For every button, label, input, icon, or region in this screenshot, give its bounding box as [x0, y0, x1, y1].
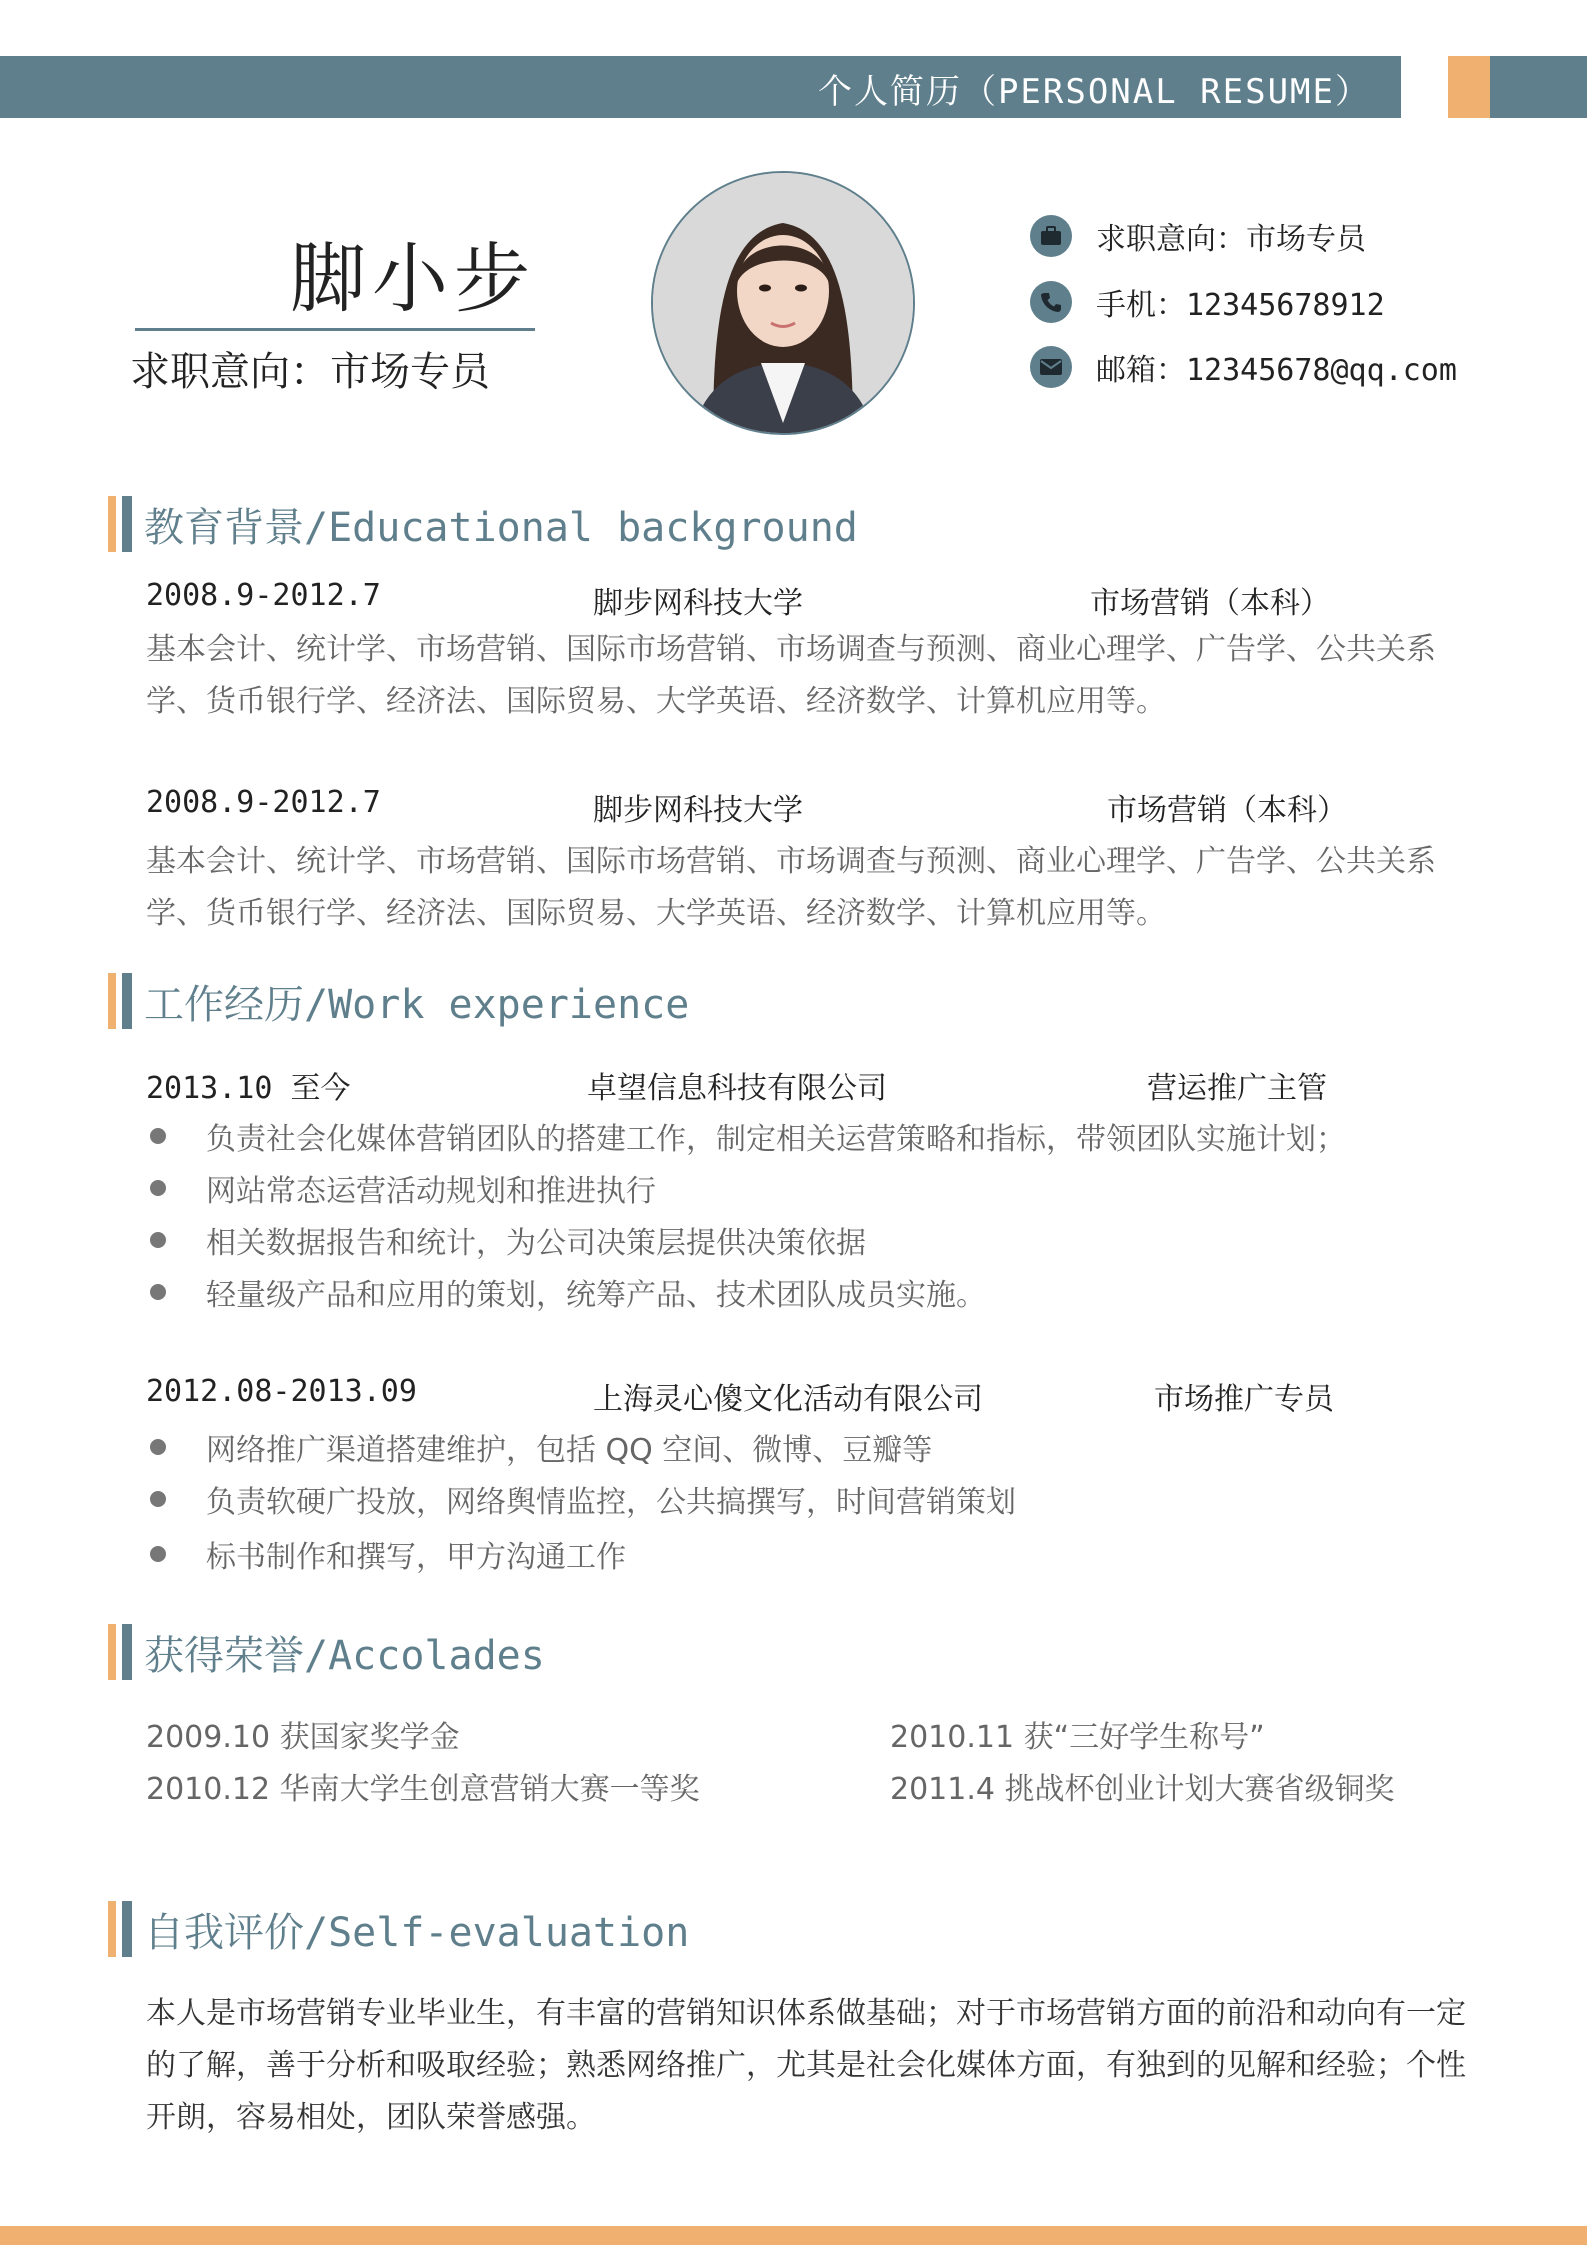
work-duty — [150, 1477, 1016, 1521]
education-school: 脚步网科技大学 — [593, 793, 803, 828]
work-duty — [150, 1532, 626, 1576]
work-duty — [150, 1270, 986, 1314]
work-duty — [150, 1166, 656, 1210]
section-accent-bar — [108, 496, 116, 552]
applicant-name: 脚小步 — [290, 234, 536, 323]
bullet-icon — [150, 1491, 166, 1507]
work-duty — [150, 1425, 932, 1469]
education-courses: 基本会计、统计学、市场营销、国际市场营销、市场调查与预测、商业心理学、广告学、公共关系学、货币银行学、经济法、国际贸易、大学英语、经济数学、计算机应用等。 — [146, 632, 1436, 719]
bullet-icon — [150, 1180, 166, 1196]
contact-text: 邮箱：12345678@qq.com — [1096, 353, 1457, 388]
bullet-icon — [150, 1284, 166, 1300]
duty-text: 标书制作和撰写，甲方沟通工作 — [206, 1540, 626, 1575]
profile-photo — [651, 171, 915, 435]
contact-email — [1030, 345, 1457, 389]
contact-text: 求职意向：市场专员 — [1096, 222, 1366, 257]
section-accent-bar — [108, 1901, 116, 1957]
self-eval-text: 本人是市场营销专业毕业生，有丰富的营销知识体系做基础；对于市场营销方面的前沿和动向有一定的了解，善于分析和吸取经验；熟悉网络推广，尤其是社会化媒体方面，有独到的见解和经验；个性开朗，容易相处，团队荣誉感强。 — [146, 1996, 1466, 2135]
honors-section-header — [108, 1624, 545, 1680]
work-company: 卓望信息科技有限公司 — [587, 1071, 887, 1106]
mail-icon — [1030, 346, 1072, 388]
section-title: 获得荣誉/Accolades — [144, 1632, 545, 1679]
work-position: 营运推广主管 — [1147, 1071, 1327, 1106]
duty-text: 负责社会化媒体营销团队的搭建工作，制定相关运营策略和指标，带领团队实施计划； — [206, 1122, 1346, 1157]
job-intent-heading: 求职意向：市场专员 — [130, 349, 490, 395]
resume-title: 个人简历（PERSONAL RESUME） — [817, 72, 1371, 112]
work-duty — [150, 1114, 1346, 1158]
duty-text: 网站常态运营活动规划和推进执行 — [206, 1174, 656, 1209]
work-duty — [150, 1218, 866, 1262]
phone-icon — [1030, 281, 1072, 323]
education-major: 市场营销（本科） — [1107, 793, 1347, 828]
education-major: 市场营销（本科） — [1090, 586, 1330, 621]
honor-item: 2010.12 华南大学生创意营销大赛一等奖 — [146, 1772, 700, 1807]
education-period: 2008.9-2012.7 — [146, 785, 381, 820]
bullet-icon — [150, 1232, 166, 1248]
name-underline — [135, 328, 535, 331]
work-period: 2013.10 至今 — [146, 1071, 351, 1106]
header-right-block — [1490, 56, 1587, 118]
work-section-header — [108, 973, 689, 1029]
honor-item: 2011.4 挑战杯创业计划大赛省级铜奖 — [890, 1772, 1395, 1807]
briefcase-icon — [1030, 215, 1072, 257]
self-eval-section-header — [108, 1901, 689, 1957]
work-period: 2012.08-2013.09 — [146, 1374, 417, 1409]
section-accent-bar — [108, 1624, 116, 1680]
section-bar — [122, 1901, 132, 1957]
bullet-icon — [150, 1439, 166, 1455]
footer-band — [0, 2226, 1587, 2245]
contact-phone — [1030, 280, 1385, 324]
section-title: 自我评价/Self-evaluation — [144, 1909, 690, 1956]
honor-item: 2010.11 获“三好学生称号” — [890, 1720, 1265, 1755]
education-period: 2008.9-2012.7 — [146, 578, 381, 613]
education-section-header — [108, 496, 858, 552]
section-bar — [122, 973, 132, 1029]
section-bar — [122, 1624, 132, 1680]
contact-text: 手机：12345678912 — [1096, 288, 1385, 323]
duty-text: 负责软硬广投放，网络舆情监控，公共搞撰写，时间营销策划 — [206, 1485, 1016, 1520]
work-position: 市场推广专员 — [1154, 1382, 1334, 1417]
bullet-icon — [150, 1128, 166, 1144]
section-accent-bar — [108, 973, 116, 1029]
section-title: 教育背景/Educational background — [144, 504, 858, 551]
duty-text: 轻量级产品和应用的策划，统筹产品、技术团队成员实施。 — [206, 1278, 986, 1313]
header-band — [0, 56, 1401, 118]
bullet-icon — [150, 1546, 166, 1562]
honor-item: 2009.10 获国家奖学金 — [146, 1720, 460, 1755]
education-courses: 基本会计、统计学、市场营销、国际市场营销、市场调查与预测、商业心理学、广告学、公共关系学、货币银行学、经济法、国际贸易、大学英语、经济数学、计算机应用等。 — [146, 844, 1436, 931]
section-bar — [122, 496, 132, 552]
contact-job-intent — [1030, 214, 1366, 258]
duty-text: 相关数据报告和统计，为公司决策层提供决策依据 — [206, 1226, 866, 1261]
duty-text: 网络推广渠道搭建维护，包括 QQ 空间、微博、豆瓣等 — [206, 1433, 933, 1468]
profile-photo-illustration — [653, 173, 913, 433]
header-accent-block — [1448, 56, 1490, 118]
section-title: 工作经历/Work experience — [144, 981, 690, 1028]
education-school: 脚步网科技大学 — [593, 586, 803, 621]
work-company: 上海灵心傻文化活动有限公司 — [593, 1382, 983, 1417]
